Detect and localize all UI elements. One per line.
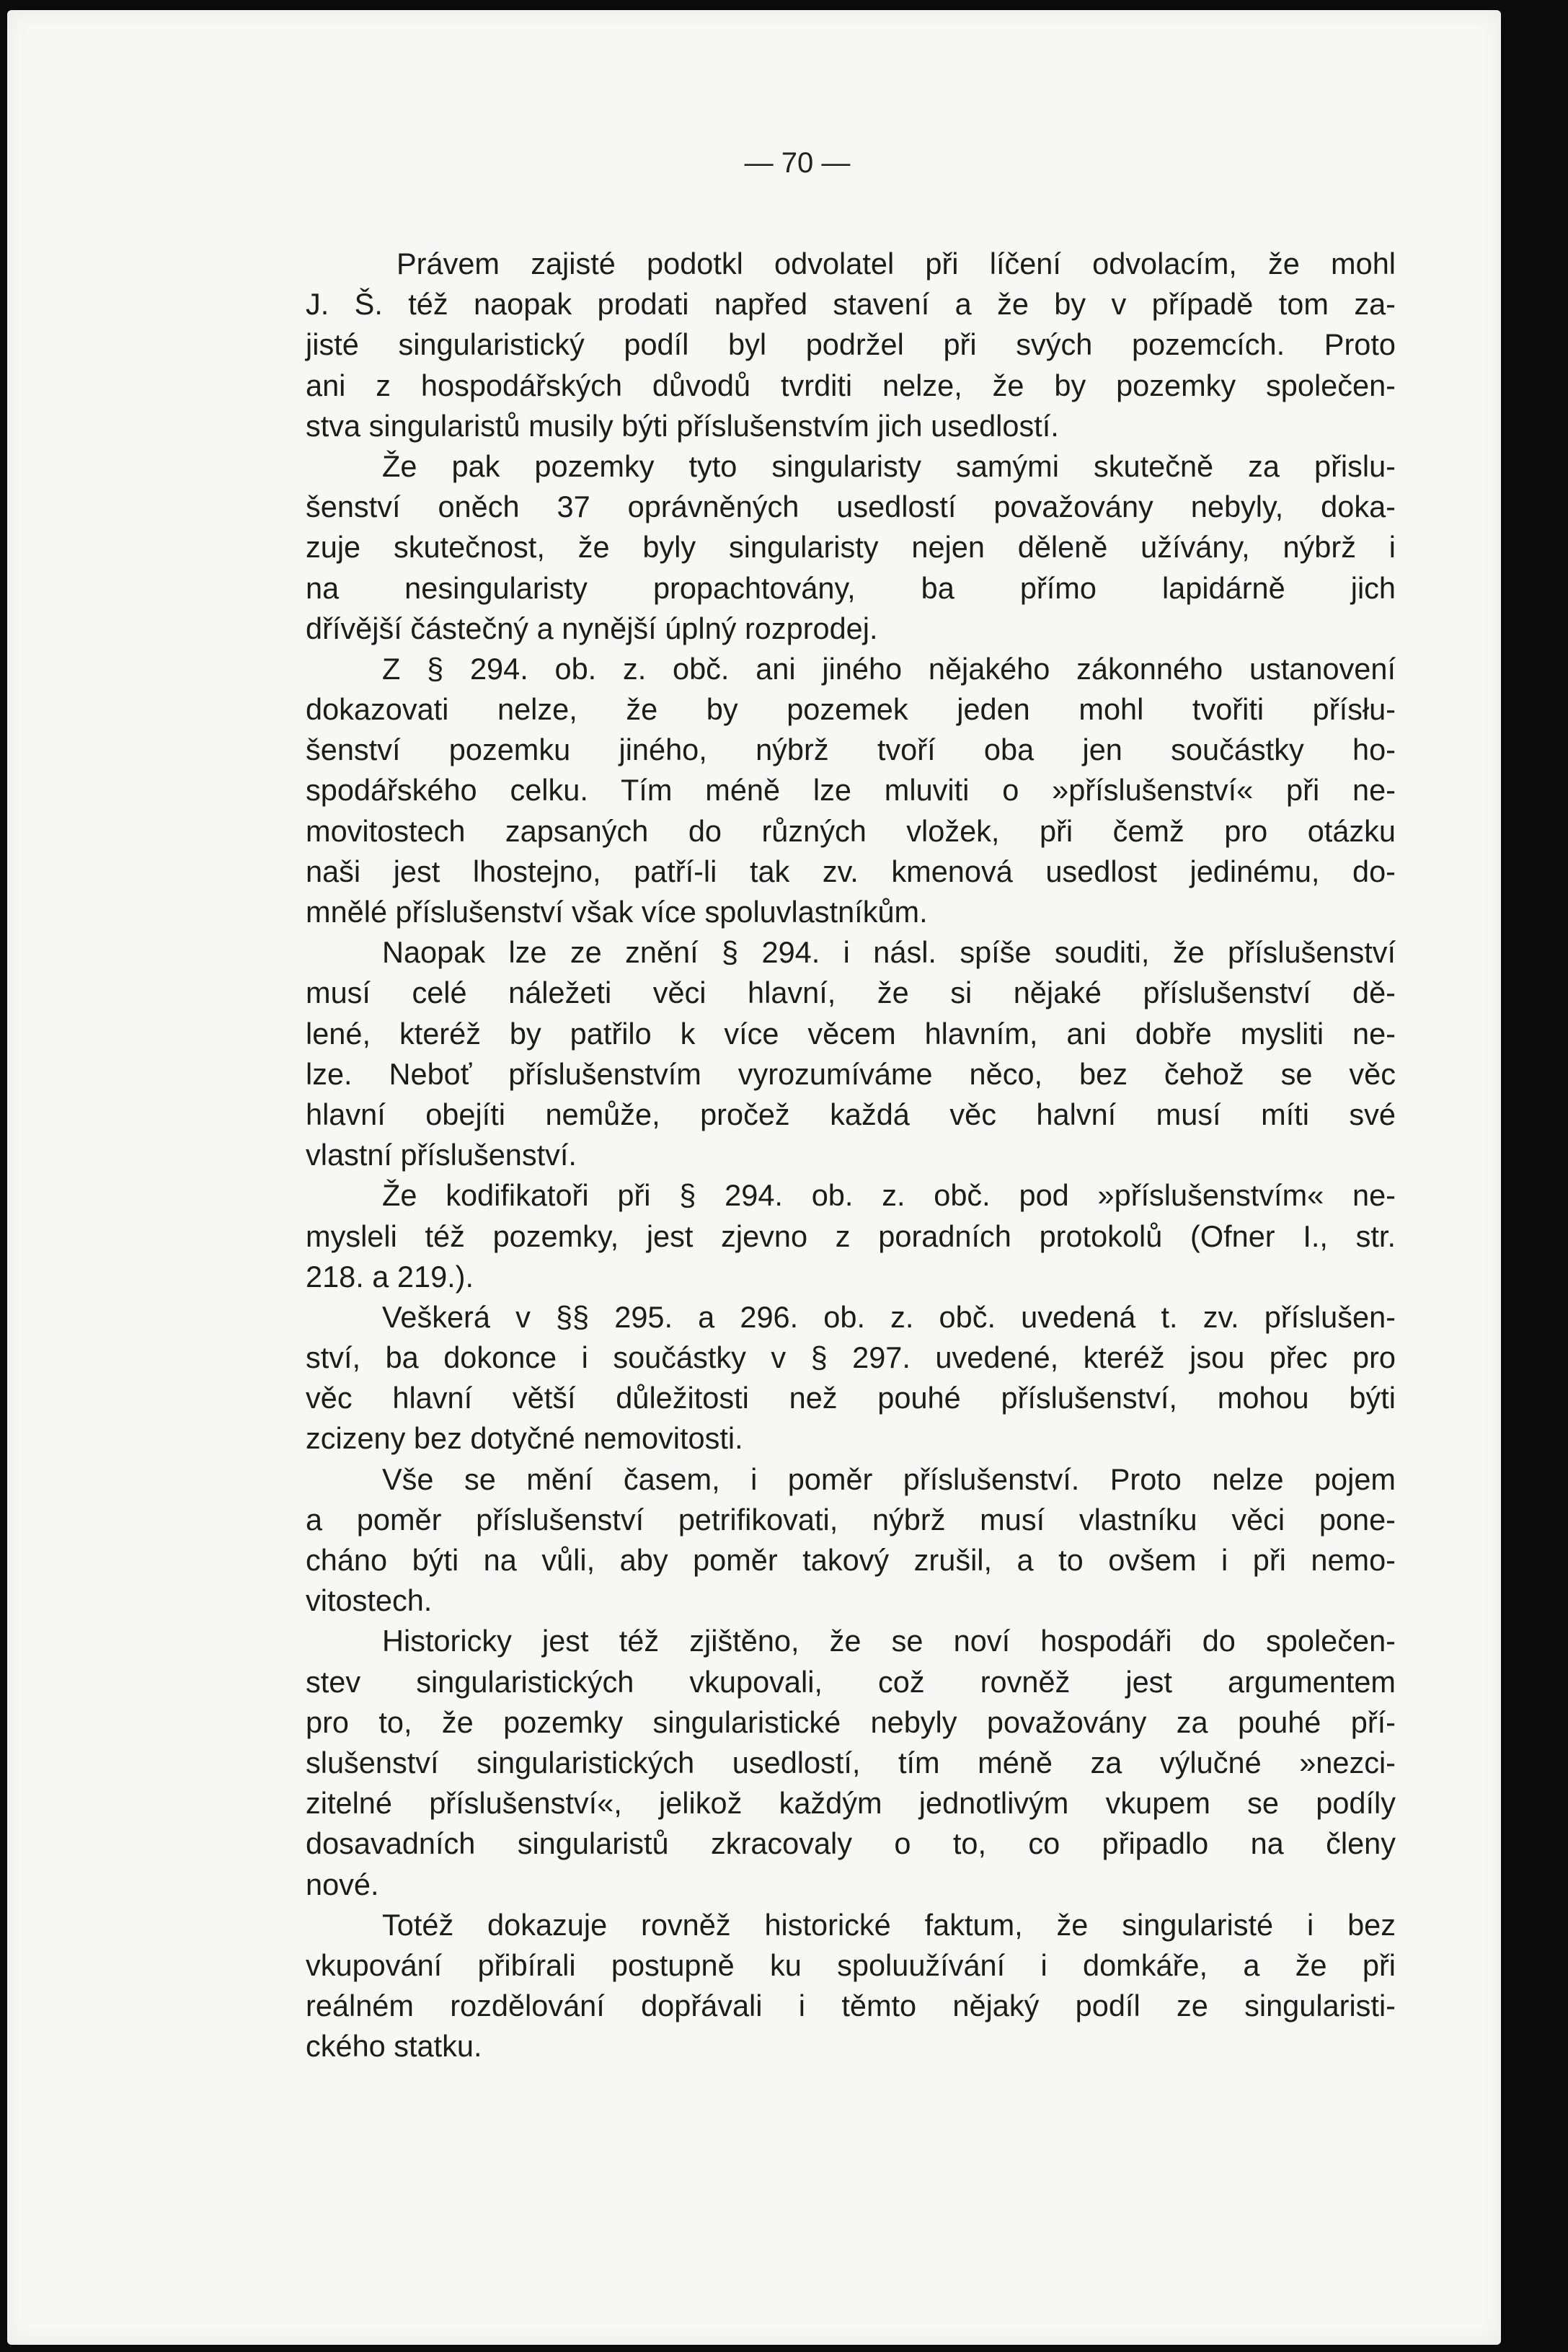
text-line: pro to, že pozemky singularistické nebyly považovány za pouhé pří-: [306, 1705, 1396, 1739]
text-line: ckého statku.: [306, 2029, 482, 2064]
text-line: Historicky jest též zjištěno, že se noví hospodáři do společen-: [382, 1624, 1396, 1658]
text-line: a poměr příslušenství petrifikovati, nýbrž musí vlastníku věci pone-: [306, 1502, 1396, 1537]
text-line: reálném rozdělování dopřávali i těmto nějaký podíl ze singularisti-: [306, 1989, 1396, 2023]
text-line: movitostech zapsaných do různých vložek, při čemž pro otázku: [306, 813, 1396, 848]
text-line: hlavní obejíti nemůže, pročež každá věc halvní musí míti své: [306, 1097, 1396, 1131]
text-line: stev singularistických vkupovali, což rovněž jest argumentem: [306, 1664, 1396, 1699]
text-line: 218. a 219.).: [306, 1259, 474, 1294]
body-text: [306, 244, 1396, 2066]
text-line: zcizeny bez dotyčné nemovitosti.: [306, 1421, 743, 1456]
text-line: ani z hospodářských důvodů tvrditi nelze, že by pozemky společen-: [306, 368, 1396, 402]
text-line: naši jest lhostejno, patří-li tak zv. kmenová usedlost jedinému, do-: [306, 854, 1396, 888]
text-line: dřívější částečný a nynější úplný rozprodej.: [306, 611, 878, 645]
text-line: Z § 294. ob. z. obč. ani jiného nějakého zákonného ustanovení: [382, 651, 1396, 686]
text-line: lze. Neboť příslušenstvím vyrozumíváme něco, bez čehož se věc: [306, 1056, 1396, 1091]
text-line: zitelné příslušenství«, jelikož každým jednotlivým vkupem se podíly: [306, 1786, 1396, 1821]
text-line: Veškerá v §§ 295. a 296. ob. z. obč. uvedená t. zv. příslušen-: [382, 1299, 1396, 1334]
text-line: Právem zajisté podotkl odvolatel při líčení odvolacím, že mohl: [397, 247, 1396, 280]
text-line: Že kodifikatoři při § 294. ob. z. obč. pod »příslušenstvím« ne-: [382, 1178, 1396, 1213]
text-line: zuje skutečnost, že byly singularisty nejen děleně užívány, nýbrž i: [306, 530, 1396, 565]
text-line: stva singularistů musily býti příslušenstvím jich usedlostí.: [306, 408, 1059, 443]
text-line: jisté singularistický podíl byl podržel při svých pozemcích. Proto: [306, 327, 1396, 362]
text-line: J. Š. též naopak prodati napřed stavení a že by v případě tom za-: [306, 287, 1396, 322]
text-line: vkupování přibírali postupně ku spoluužívání i domkáře, a že při: [306, 1948, 1396, 1982]
text-line: věc hlavní větší důležitosti než pouhé příslušenství, mohou býti: [306, 1381, 1396, 1415]
text-line: vlastní příslušenství.: [306, 1138, 577, 1172]
text-line: slušenství singularistických usedlostí, tím méně za výlučné »nezci-: [306, 1745, 1396, 1780]
text-line: na nesingularisty propachtovány, ba přímo lapidárně jich: [306, 570, 1396, 605]
page-number: — 70 —: [744, 147, 851, 179]
text-line: Totéž dokazuje rovněž historické faktum, že singularisté i bez: [382, 1907, 1396, 1942]
text-line: Naopak lze ze znění § 294. i násl. spíše souditi, že příslušenství: [382, 935, 1396, 970]
text-line: spodářského celku. Tím méně lze mluviti o »příslušenství« při ne-: [306, 773, 1396, 808]
text-line: musí celé náležeti věci hlavní, že si nějaké příslušenství dě-: [306, 976, 1396, 1010]
text-line: Že pak pozemky tyto singularisty samými skutečně za přislu-: [382, 448, 1396, 483]
text-line: cháno býti na vůli, aby poměr takový zrušil, a to ovšem i při nemo-: [306, 1543, 1396, 1577]
text-line: ství, ba dokonce i součástky v § 297. uvedené, kteréž jsou přec pro: [306, 1340, 1396, 1375]
text-line: šenství pozemku jiného, nýbrž tvoří oba jen součástky ho-: [306, 733, 1396, 767]
text-line: mnělé příslušenství však více spoluvlastníkům.: [306, 895, 928, 929]
text-line: lené, kteréž by patřilo k více věcem hlavním, ani dobře mysliti ne-: [306, 1016, 1396, 1051]
text-line: dokazovati nelze, že by pozemek jeden mohl tvořiti přísłu-: [306, 692, 1396, 727]
text-line: Vše se mění časem, i poměr příslušenství. Proto nelze pojem: [382, 1462, 1396, 1496]
text-line: vitostech.: [306, 1583, 433, 1618]
text-line: mysleli též pozemky, jest zjevno z poradních protokolů (Ofner I., str.: [306, 1219, 1396, 1253]
text-line: nové.: [306, 1867, 379, 1901]
text-line: šenství oněch 37 oprávněných usedlostí považovány nebyly, doka-: [306, 490, 1396, 524]
text-line: dosavadních singularistů zkracovaly o to, co připadlo na členy: [306, 1826, 1396, 1861]
book-page: [7, 10, 1501, 2345]
